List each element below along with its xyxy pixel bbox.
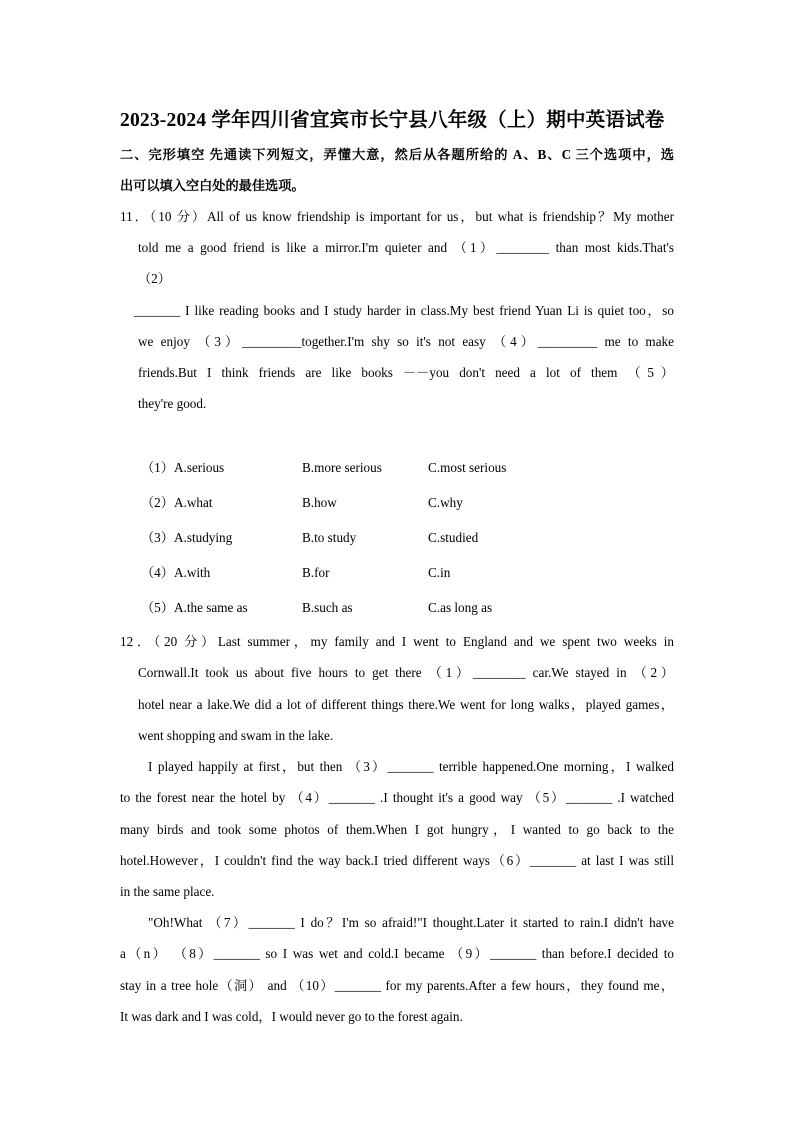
option-a: A.serious: [174, 460, 225, 475]
option-b: B.more serious: [302, 460, 382, 475]
q11-line-6: friends.But I think friends are like books －－you don't need a lot of them （5）: [138, 365, 674, 380]
option-a: A.studying: [174, 530, 233, 545]
option-b: B.how: [302, 495, 337, 510]
section-instruction-line-1: 二、完形填空 先通读下列短文，弄懂大意，然后从各题所给的 A、B、C 三个选项中，选: [120, 147, 674, 162]
option-number: （5）: [141, 600, 174, 615]
section-instruction-line-2: 出可以填入空白处的最佳选项。: [120, 178, 305, 193]
option-number: （1）: [141, 460, 174, 475]
option-number: （4）: [141, 565, 174, 580]
option-c: C.studied: [428, 530, 479, 545]
option-number: （2）: [141, 495, 174, 510]
q11-line-2: told me a good friend is like a mirror.I'm quieter and （1）________ than most kids.That's: [138, 240, 674, 255]
q12-line-13: It was dark and I was cold，I would never go to the forest again.: [120, 1009, 463, 1024]
option-b: B.for: [302, 565, 330, 580]
option-c: C.why: [428, 495, 463, 510]
q12-line-8: hotel.However，I couldn't find the way back.I tried different ways（6）_______ at last I was still: [120, 853, 674, 868]
q12-line-6: to the forest near the hotel by （4）_______ .I thought it's a good way （5）_______ .I watched: [120, 790, 674, 805]
q12-line-4: went shopping and swam in the lake.: [138, 728, 334, 743]
q12-line-9: in the same place.: [120, 884, 215, 899]
q12-line-11: a（n） （8）_______ so I was wet and cold.I became （9）_______ than before.I decided to: [120, 946, 674, 961]
option-b: B.such as: [302, 600, 353, 615]
q11-line-3: （2）: [138, 271, 171, 286]
option-b: B.to study: [302, 530, 357, 545]
q12-line-3: hotel near a lake.We did a lot of different things there.We went for long walks，played games，: [138, 697, 674, 712]
option-a: A.what: [174, 495, 213, 510]
q12-line-1: 12．（20 分）Last summer，my family and I went to England and we spent two weeks in: [120, 634, 674, 649]
q12-line-5: I played happily at first，but then （3）_______ terrible happened.One morning，I walked: [148, 759, 674, 774]
q11-line-5: we enjoy （3）_________together.I'm shy so it's not easy （4）_________ me to make: [138, 334, 674, 349]
option-c: C.most serious: [428, 460, 507, 475]
q12-line-2: Cornwall.It took us about five hours to get there （1）________ car.We stayed in （2）: [138, 665, 674, 680]
q11-line-1: 11．（10 分）All of us know friendship is important for us，but what is friendship？My mother: [120, 209, 674, 224]
option-number: （3）: [141, 530, 174, 545]
q11-line-7: they're good.: [138, 396, 207, 411]
page-title: 2023-2024 学年四川省宜宾市长宁县八年级（上）期中英语试卷: [120, 110, 665, 131]
q12-line-10: "Oh!What （7）_______ I do？I'm so afraid!"I thought.Later it started to rain.I didn't have: [148, 915, 674, 930]
option-c: C.as long as: [428, 600, 493, 615]
q11-line-4: _______ I like reading books and I study harder in class.My best friend Yuan Li is quiet too，so: [134, 303, 674, 318]
q12-line-7: many birds and took some photos of them.When I got hungry，I wanted to go back to the: [120, 822, 674, 837]
option-a: A.the same as: [174, 600, 248, 615]
option-c: C.in: [428, 565, 451, 580]
q12-line-12: stay in a tree hole（洞） and （10）_______ for my parents.After a few hours，they found me，: [120, 978, 674, 993]
option-a: A.with: [174, 565, 211, 580]
